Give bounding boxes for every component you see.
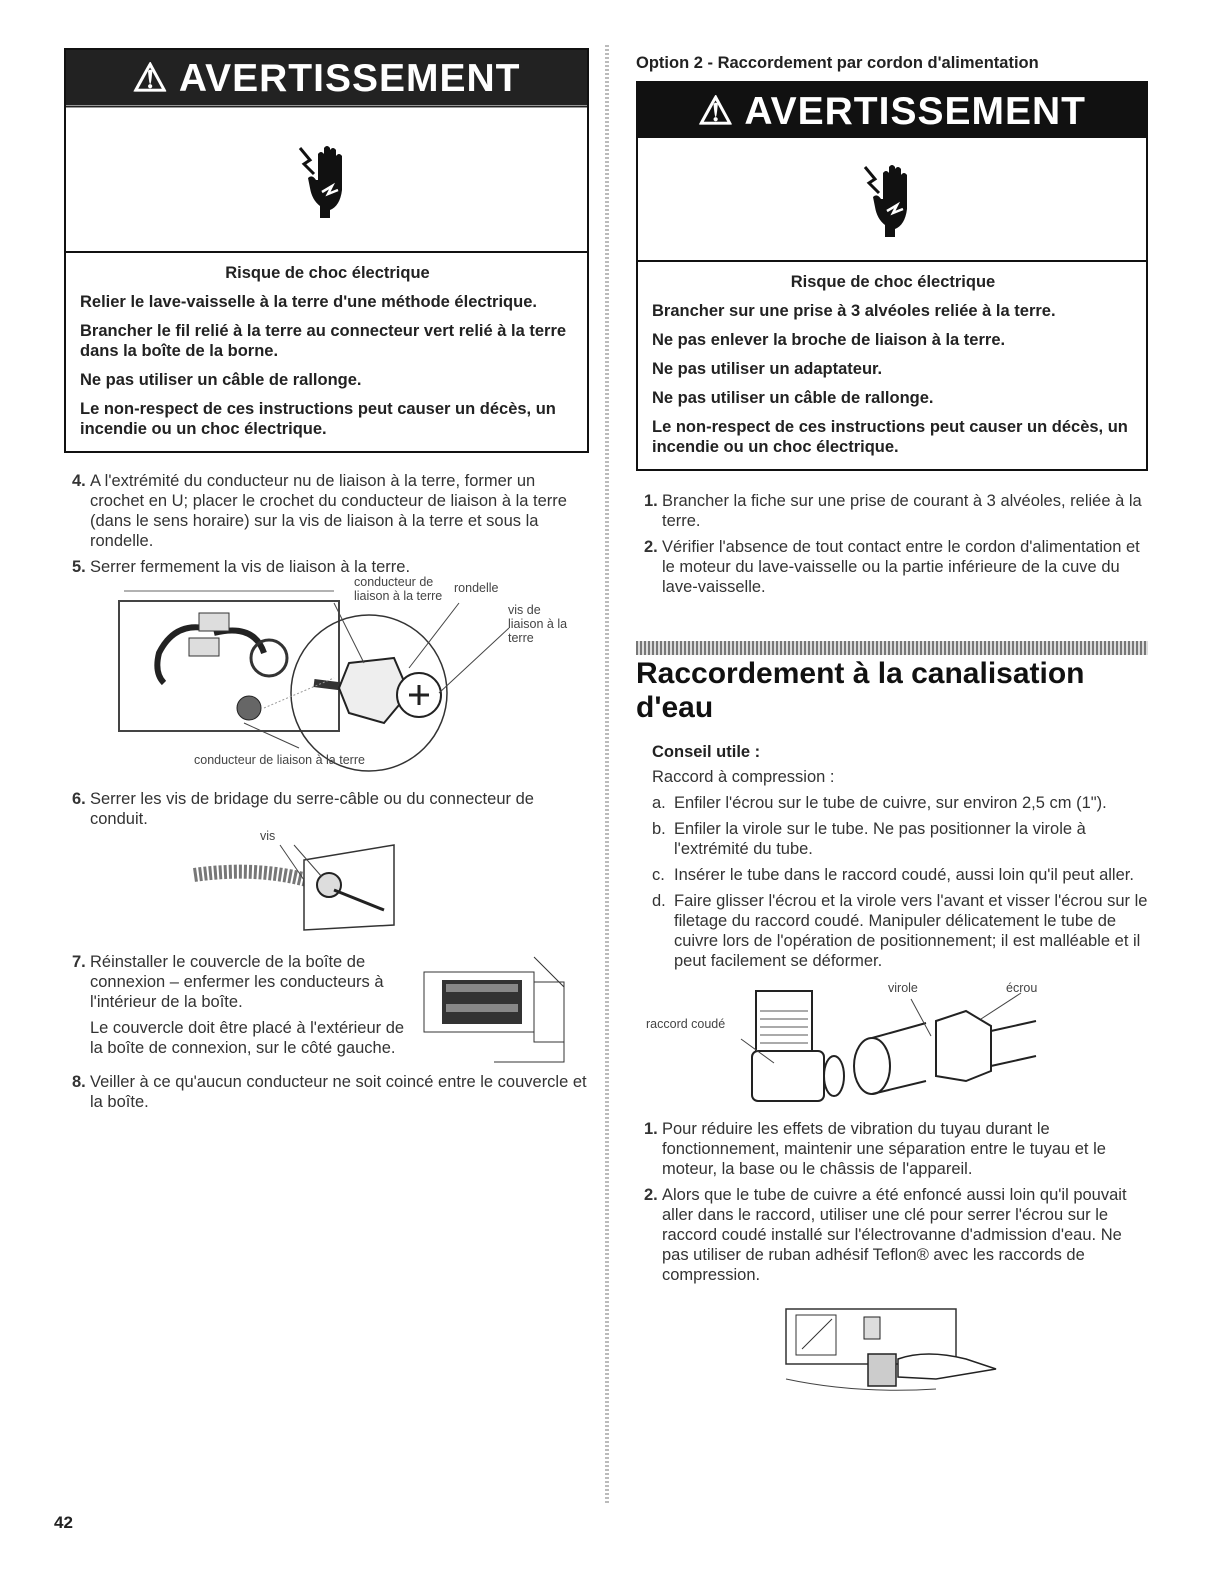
compression-fitting-diagram (636, 981, 1148, 1109)
right-column (636, 48, 1148, 1409)
label-washer: rondelle (454, 581, 499, 595)
warning-line: Ne pas utiliser un câble de rallonge. (652, 389, 934, 407)
step-4: 4. A l'extrémité du conducteur nu de liaison à la terre, former un crochet en U; placer le crochet du conducteur de liaison à la terre (dans le sens horaire) sur la vis de liaison à la terre et sous la rondelle. (72, 472, 567, 550)
warning-triangle-icon: ⚠ (132, 57, 169, 100)
tip-a: a. Enfiler l'écrou sur le tube de cuivre, sur environ 2,5 cm (1"). (652, 794, 1107, 812)
warning-line: Brancher le fil relié à la terre au connecteur vert relié à la terre dans la boîte de la borne. (80, 322, 567, 360)
warning-line: Le non-respect de ces instructions peut causer un décès, un incendie ou un choc électrique. (652, 418, 1128, 456)
cable-clamp-diagram (64, 829, 589, 940)
left-column (64, 48, 589, 1118)
water-step-1: 1. Pour réduire les effets de vibration du tuyau durant le fonctionnement, maintenir une séparation entre le tuyau et le moteur, la base ou le châssis de l'appareil. (644, 1120, 1106, 1178)
water-step-2: 2. Alors que le tube de cuivre a été enfoncé aussi loin qu'il pouvait aller dans le raccord, utiliser une clé pour serrer l'écrou sur le raccord coudé installé sur l'électrovanne d'admission d'eau. Ne pas utiliser de ruban adhésif Teflon® avec les raccords de compression. (644, 1186, 1127, 1284)
tip-title: Conseil utile : (652, 743, 761, 761)
step-7: 7. Réinstaller le couvercle de la boîte de connexion – enfermer les conducteurs à l'intérieur de la boîte. (72, 953, 384, 1011)
warning-line: Relier le lave-vaisselle à la terre d'une méthode électrique. (80, 293, 537, 311)
warning-line: Ne pas utiliser un adaptateur. (652, 360, 883, 378)
warning-text (66, 253, 587, 451)
warning-line: Le non-respect de ces instructions peut causer un décès, un incendie ou un choc électrique. (80, 400, 556, 438)
warning-box-right (636, 81, 1148, 471)
warning-line: Ne pas utiliser un câble de rallonge. (80, 371, 362, 389)
caution-title: Risque de choc électrique (225, 264, 430, 282)
grounding-diagram (64, 575, 589, 773)
warning-triangle-icon: ⚠ (697, 90, 734, 133)
section-title: Raccordement à la canalisation d'eau (636, 657, 1085, 724)
tip-b: b. Enfiler la virole sur le tube. Ne pas positionner la virole à l'extrémité du tube. (652, 820, 1086, 858)
caution-title: Risque de choc électrique (790, 273, 996, 291)
junction-box-illustration (414, 952, 584, 1082)
warning-box-left (64, 48, 589, 453)
warning-text (638, 262, 1146, 469)
step-8: 8. Veiller à ce qu'aucun conducteur ne soit coincé entre le couvercle et la boîte. (72, 1073, 587, 1111)
tip-d: d. Faire glisser l'écrou et la virole vers l'avant et visser l'écrou sur le filetage du raccord coudé. Manipuler délicatement le tube de cuivre lors de l'opération de positionnement; il est malléable et il peut facilement se déformer. (652, 892, 1148, 970)
warning-line: Ne pas enlever la broche de liaison à la terre. (652, 331, 1006, 349)
cable-clamp-illustration (64, 835, 584, 940)
page-number: 42 (54, 1513, 73, 1532)
label-bottom-conductor: conducteur de liaison à la terre (194, 753, 365, 767)
wrench-illustration (636, 1299, 1148, 1409)
step-6: 6. Serrer les vis de bridage du serre-câble ou du connecteur de conduit. (72, 790, 534, 828)
label-vis: vis (260, 829, 276, 843)
option-title: Option 2 - Raccordement par cordon d'alimentation (636, 54, 1039, 72)
label-elbow: raccord coudé (646, 1017, 726, 1031)
column-divider (605, 45, 609, 1505)
tip-c: c. Insérer le tube dans le raccord coudé, aussi loin qu'il peut aller. (652, 866, 1134, 884)
compression-fitting-illustration (636, 981, 1148, 1109)
label-ferrule: virole (888, 981, 918, 995)
warning-header: ⚠ AVERTISSEMENT (638, 83, 1146, 138)
grounding-illustration (64, 583, 584, 773)
electric-shock-hand-icon (66, 108, 587, 253)
section-banner (636, 641, 1148, 655)
power-step-1: 1. Brancher la fiche sur une prise de courant à 3 alvéoles, reliée à la terre. (644, 492, 1142, 530)
wrench-diagram (636, 1299, 1148, 1409)
label-screw: vis de liaison à la terre (508, 603, 568, 645)
label-conductor: conducteur de liaison à la terre (354, 575, 443, 603)
power-step-2: 2. Vérifier l'absence de tout contact entre le cordon d'alimentation et le moteur du lave-vaisselle ou la partie inférieure de la cuve du lave-vaisselle. (644, 538, 1140, 596)
step-5: 5. Serrer fermement la vis de liaison à la terre. (72, 558, 411, 576)
label-nut: écrou (1006, 981, 1038, 995)
tip-subtitle: Raccord à compression : (652, 768, 835, 786)
electric-shock-hand-icon (638, 138, 1146, 262)
step-7-note: Le couvercle doit être placé à l'extérieur de la boîte de connexion, sur le côté gauche. (90, 1019, 405, 1057)
warning-line: Brancher sur une prise à 3 alvéoles reliée à la terre. (652, 302, 1056, 320)
warning-header: ⚠ AVERTISSEMENT (66, 50, 587, 108)
